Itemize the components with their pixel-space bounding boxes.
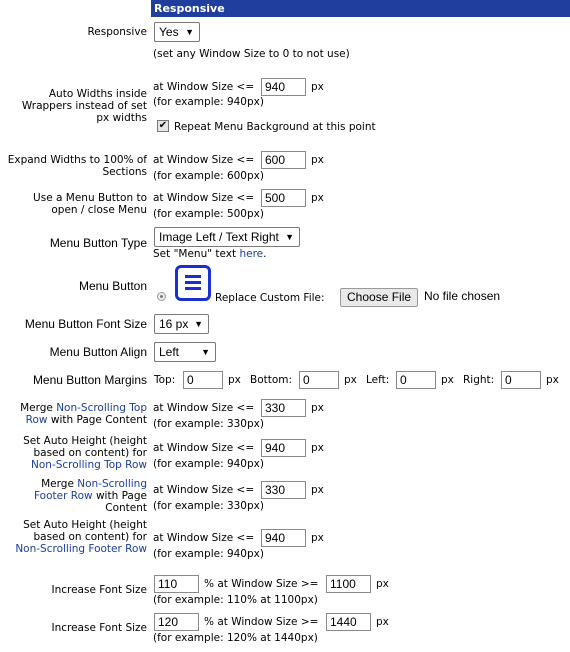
radio-icon[interactable] [157, 292, 166, 301]
menu-button-use-prefix: at Window Size <= [153, 192, 255, 204]
repeat-bg-label: Repeat Menu Background at this point [174, 121, 376, 133]
menu-button-font-size-label: Menu Button Font Size [24, 317, 147, 331]
font-size-2-example: (for example: 120% at 1440px) [153, 632, 318, 644]
font-size-2-unit: px [376, 616, 389, 628]
margin-top-input[interactable]: 0 [183, 371, 223, 389]
dropdown-arrow-icon: ▼ [285, 232, 294, 242]
menu-button-use-input[interactable]: 500 [261, 189, 306, 207]
font-size-1-size-input[interactable]: 1100 [326, 575, 371, 593]
increase-font-size-2-label: Increase Font Size [51, 622, 147, 634]
font-size-1-mid: % at Window Size >= [204, 578, 319, 590]
align-value: Left [159, 345, 180, 359]
menu-button-margins-label: Menu Button Margins [32, 373, 147, 387]
margin-top-label: Top: [154, 374, 176, 386]
expand-widths-unit: px [311, 154, 324, 166]
dropdown-arrow-icon: ▼ [201, 347, 210, 357]
menu-button-type-label: Menu Button Type [49, 236, 147, 250]
auto-widths-unit: px [311, 81, 324, 93]
auto-height-top-label: Set Auto Height (height based on content) for Non-Scrolling Top Row [23, 435, 147, 471]
auto-height-footer-example: (for example: 940px) [153, 548, 264, 560]
font-size-1-percent-input[interactable]: 110 [154, 575, 199, 593]
auto-height-top-unit: px [311, 442, 324, 454]
non-scrolling-footer-row-link[interactable]: Non-Scrolling Footer Row [34, 478, 147, 502]
responsive-label: Responsive [87, 26, 147, 38]
merge-top-example: (for example: 330px) [153, 418, 264, 430]
no-file-text: No file chosen [424, 289, 501, 303]
auto-widths-label: Auto Widths inside Wrappers instead of set px widths [21, 88, 147, 124]
expand-widths-example: (for example: 600px) [153, 170, 264, 182]
font-size-2-mid: % at Window Size >= [204, 616, 319, 628]
font-size-2-percent-input[interactable]: 120 [154, 613, 199, 631]
merge-top-input[interactable]: 330 [261, 399, 306, 417]
checkbox-checked-icon: ✔ [158, 120, 168, 131]
replace-file-label: Replace Custom File: [215, 292, 325, 304]
dropdown-arrow-icon: ▼ [185, 27, 194, 37]
increase-font-size-1-label: Increase Font Size [51, 584, 147, 596]
menu-button-type-select[interactable] [154, 227, 300, 247]
menu-button-use-label: Use a Menu Button to open / close Menu [33, 192, 147, 216]
auto-height-top-example: (for example: 940px) [153, 458, 264, 470]
menu-text-link[interactable]: here [239, 248, 264, 260]
dropdown-arrow-icon: ▼ [194, 319, 203, 329]
margin-bottom-unit: px [344, 374, 357, 386]
non-scrolling-footer-row-link-2[interactable]: Non-Scrolling Footer Row [15, 543, 147, 555]
margin-right-unit: px [546, 374, 559, 386]
menu-button-type-value: Image Left / Text Right [159, 230, 279, 244]
auto-height-footer-input[interactable]: 940 [261, 529, 306, 547]
merge-footer-input[interactable]: 330 [261, 481, 306, 499]
auto-height-top-prefix: at Window Size <= [153, 442, 255, 454]
auto-widths-input[interactable]: 940 [261, 78, 306, 96]
responsive-value: Yes [159, 25, 179, 39]
menu-button-label: Menu Button [78, 279, 147, 293]
font-size-1-example: (for example: 110% at 1100px) [153, 594, 318, 606]
margin-left-input[interactable]: 0 [396, 371, 436, 389]
merge-top-unit: px [311, 402, 324, 414]
auto-height-top-input[interactable]: 940 [261, 439, 306, 457]
responsive-select[interactable] [154, 22, 200, 42]
menu-button-font-size-select[interactable] [154, 314, 209, 334]
margin-left-label: Left: [366, 374, 390, 386]
auto-height-footer-unit: px [311, 532, 324, 544]
margin-right-input[interactable]: 0 [501, 371, 541, 389]
auto-widths-example: (for example: 940px) [153, 96, 264, 108]
font-size-2-size-input[interactable]: 1440 [326, 613, 371, 631]
auto-widths-prefix: at Window Size <= [153, 81, 255, 93]
responsive-note: (set any Window Size to 0 to not use) [153, 48, 350, 60]
merge-footer-unit: px [311, 484, 324, 496]
merge-top-prefix: at Window Size <= [153, 402, 255, 414]
font-size-value: 16 px [159, 317, 189, 331]
section-header: Responsive [151, 0, 570, 17]
expand-widths-label: Expand Widths to 100% of Sections [7, 154, 147, 178]
non-scrolling-top-row-link[interactable]: Non-Scrolling Top Row [25, 402, 147, 426]
auto-height-footer-prefix: at Window Size <= [153, 532, 255, 544]
choose-file-button[interactable]: Choose File [340, 288, 418, 307]
non-scrolling-top-row-link-2[interactable]: Non-Scrolling Top Row [31, 459, 147, 471]
menu-button-use-unit: px [311, 192, 324, 204]
merge-footer-example: (for example: 330px) [153, 500, 264, 512]
margin-bottom-label: Bottom: [250, 374, 293, 386]
margin-bottom-input[interactable]: 0 [299, 371, 339, 389]
menu-button-use-example: (for example: 500px) [153, 208, 264, 220]
merge-footer-prefix: at Window Size <= [153, 484, 255, 496]
margin-left-unit: px [441, 374, 454, 386]
repeat-bg-checkbox[interactable] [157, 120, 169, 132]
menu-button-align-select[interactable] [154, 342, 216, 362]
expand-widths-input[interactable]: 600 [261, 151, 306, 169]
expand-widths-prefix: at Window Size <= [153, 154, 255, 166]
auto-height-footer-label: Set Auto Height (height based on content) for Non-Scrolling Footer Row [15, 519, 147, 555]
margin-top-unit: px [228, 374, 241, 386]
menu-button-icon [175, 265, 211, 301]
merge-top-label: Merge Non-Scrolling Top Row with Page Content [20, 402, 147, 426]
menu-button-type-note: Set "Menu" text here. [153, 248, 267, 260]
font-size-1-unit: px [376, 578, 389, 590]
merge-footer-label: Merge Non-Scrolling Footer Row with Page Content [34, 478, 147, 514]
margin-right-label: Right: [463, 374, 495, 386]
menu-button-align-label: Menu Button Align [49, 345, 147, 359]
